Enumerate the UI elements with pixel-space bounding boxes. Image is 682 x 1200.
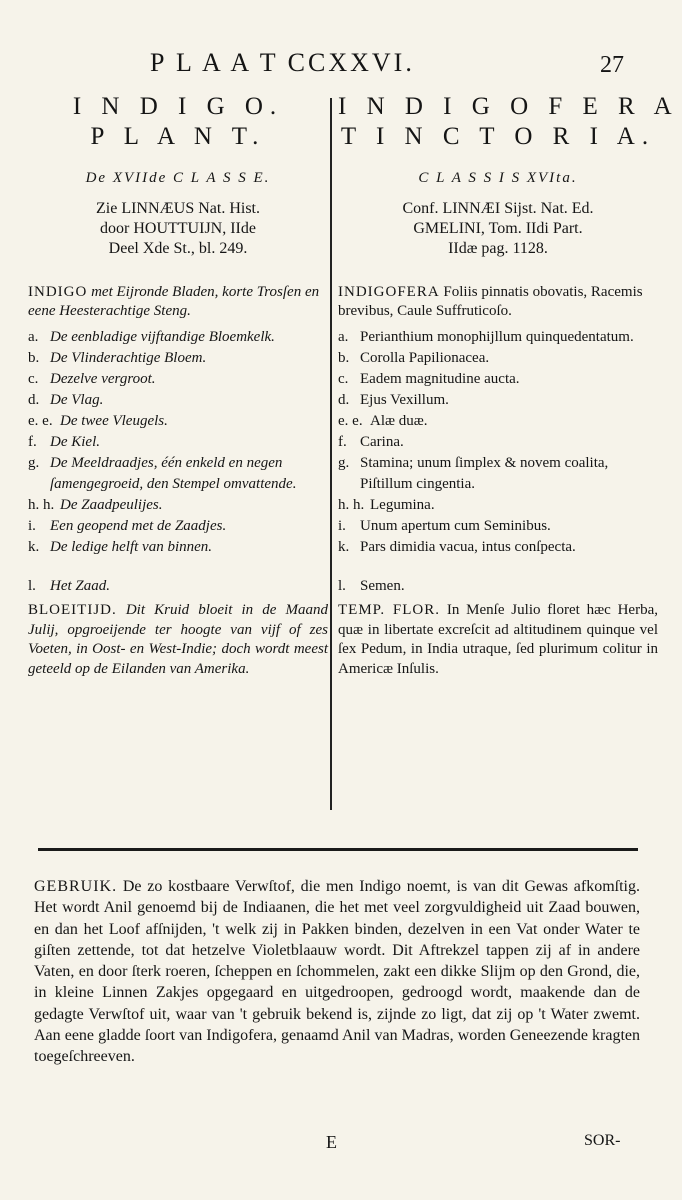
legend-item [338, 327, 658, 348]
legend-text: Corolla Papilionacea. [360, 350, 490, 366]
flowering-text: In Menſe Julio floret hæc Herba, quæ in libertate excreſcit ad altitudinem quinque vel ſex Pedum, in India utraque, ſed plurimum colitur in Americæ Inſulis. [338, 602, 658, 677]
dutch-column [28, 92, 328, 679]
legend-text: De Vlinderachtige Bloem. [50, 350, 207, 366]
description-text: met Eijronde Bladen, korte Trosſen en eene Heesterachtige Steng. [28, 284, 320, 319]
legend-letter: f. [28, 434, 37, 450]
legend-item [28, 495, 328, 516]
legend-text: De twee Vleugels. [60, 413, 168, 429]
reference-line: Deel Xde St., bl. 249. [108, 240, 248, 257]
legend-text: Het Zaad. [50, 578, 110, 594]
legend-item [28, 390, 328, 411]
reference-line: door HOUTTUIJN, IIde [100, 220, 256, 237]
legend-text: Semen. [360, 578, 405, 594]
legend-letter: g. [338, 455, 350, 471]
legend-text: Legumina. [370, 497, 435, 513]
legend-item [338, 348, 658, 369]
legend-letter: a. [338, 329, 349, 345]
latin-column [338, 92, 679, 679]
legend-item [28, 537, 328, 558]
legend-text: Carina. [360, 434, 404, 450]
legend-letter: l. [28, 578, 36, 594]
species-description [28, 283, 328, 321]
legend-item-seed [28, 576, 328, 597]
legend-letter: l. [338, 578, 346, 594]
usage-text: De zo kostbaare Verwſtof, die men Indigo noemt, is van dit Gewas afkomſtig. Het wordt Anil genoemd bij de Indiaanen, die het met veel zorgvuldigheid uit Zaad bouwen, en dan het Loof afſnijden, 't welk zij in Pakken binden, dezelven in een Vat onder Water te giſten zettende, tot dat hetzelve Violetblaauw wordt. Dit Aftrekzel tappen zij af in andere Vaten, en door ſterk roeren, ſcheppen en ſchommelen, zakt een dikke Slijm op den Grond, die, in kleine Linnen Zakjes opgegaard en uitgedroopen, gedroogd wordt, maakende dan de gedagte Verwſtof uit, waar van 't gebruik bekend is, zijnde zo ligt, dat zij op 't Water zwemt. Aan eene gladde ſoort van Indigofera, genaamd Anil van Madras, worden Geneezende kragten toegeſchreeven. [34, 878, 640, 1066]
reference-line: Zie LINNÆUS Nat. Hist. [96, 200, 260, 217]
legend-letter: d. [28, 392, 40, 408]
catchword: SOR- [584, 1132, 621, 1149]
page-number: 27 [600, 52, 624, 78]
reference [338, 199, 658, 259]
class-heading: De XVIIde C L A S S E. [85, 170, 271, 186]
figure-legend [338, 327, 658, 597]
genus-line-1: I N D I G O F E R A [338, 93, 679, 120]
reference [28, 199, 328, 259]
legend-letter: b. [28, 350, 40, 366]
legend-text: De Meeldraadjes, één enkeld en negen ſamengegroeid, den Stempel omvattende. [50, 455, 297, 492]
class-heading: C L A S S I S XVIta. [418, 170, 578, 186]
legend-letter: b. [338, 350, 350, 366]
legend-text: De Kiel. [50, 434, 100, 450]
reference-line: GMELINI, Tom. IIdi Part. [413, 220, 583, 237]
legend-text: De Zaadpeulijes. [60, 497, 163, 513]
legend-text: De ledige helft van binnen. [50, 539, 213, 555]
section-rule [38, 848, 638, 851]
legend-item-seed [338, 576, 658, 597]
legend-item [338, 516, 658, 537]
legend-letter: e. e. [338, 413, 363, 429]
description-lead: INDIGOFERA [338, 284, 440, 300]
reference-line: IIdæ pag. 1128. [448, 240, 548, 257]
legend-letter: i. [28, 518, 36, 534]
legend-item [28, 411, 328, 432]
legend-item [28, 327, 328, 348]
legend-text: Stamina; unum ſimplex & novem coalita, Piſtillum cingentia. [360, 455, 609, 492]
flowering-time [338, 601, 658, 679]
species-description [338, 283, 658, 321]
legend-letter: d. [338, 392, 350, 408]
flowering-lead: TEMP. FLOR. [338, 602, 441, 618]
legend-item [338, 432, 658, 453]
usage-paragraph [34, 876, 640, 1068]
legend-item [28, 369, 328, 390]
legend-text: Eadem magnitudine aucta. [360, 371, 520, 387]
legend-text: Pars dimidia vacua, intus conſpecta. [360, 539, 576, 555]
legend-letter: c. [338, 371, 349, 387]
usage-lead: GEBRUIK. [34, 878, 118, 895]
legend-item [28, 432, 328, 453]
legend-text: De Vlag. [50, 392, 104, 408]
flowering-text: Dit Kruid bloeit in de Maand Julij, opgroeijende ter hoogte van vijf of zes Voeten, in Oost- en West-Indie; doch wordt meest geteeld op de Eilanden van Amerika. [28, 602, 328, 677]
plate-title: P L A A T CCXXVI. [150, 48, 415, 77]
legend-item [28, 348, 328, 369]
legend-item [338, 453, 658, 495]
genus-line-1: I N D I G O. [72, 93, 284, 120]
legend-item [338, 411, 658, 432]
signature-mark: E [326, 1132, 337, 1152]
legend-text: Unum apertum cum Seminibus. [360, 518, 551, 534]
legend-letter: i. [338, 518, 346, 534]
genus-line-2: T I N C T O R I A. [340, 123, 656, 150]
flowering-time [28, 601, 328, 679]
legend-letter: g. [28, 455, 40, 471]
figure-legend [28, 327, 328, 597]
legend-letter: c. [28, 371, 39, 387]
column-divider [330, 98, 332, 810]
legend-letter: k. [28, 539, 40, 555]
legend-letter: h. h. [338, 497, 365, 513]
legend-text: Een geopend met de Zaadjes. [50, 518, 227, 534]
legend-item [338, 495, 658, 516]
legend-item [338, 537, 658, 558]
legend-item [338, 390, 658, 411]
legend-letter: e. e. [28, 413, 53, 429]
legend-item [338, 369, 658, 390]
genus-line-2: P L A N T. [90, 123, 266, 150]
legend-text: Ejus Vexillum. [360, 392, 449, 408]
description-text: Foliis pinnatis obovatis, Racemis brevibus, Caule Suffruticoſo. [338, 284, 643, 319]
reference-line: Conf. LINNÆI Sijst. Nat. Ed. [402, 200, 594, 217]
legend-item [28, 516, 328, 537]
description-lead: INDIGO [28, 284, 88, 300]
legend-text: Dezelve vergroot. [50, 371, 156, 387]
legend-letter: h. h. [28, 497, 55, 513]
flowering-lead: BLOEITIJD. [28, 602, 117, 618]
legend-letter: f. [338, 434, 347, 450]
legend-item [28, 453, 328, 495]
legend-text: Alæ duæ. [370, 413, 428, 429]
legend-text: De eenbladige vijftandige Bloemkelk. [50, 329, 275, 345]
legend-text: Perianthium monophijllum quinquedentatum. [360, 329, 634, 345]
legend-letter: a. [28, 329, 39, 345]
legend-letter: k. [338, 539, 350, 555]
